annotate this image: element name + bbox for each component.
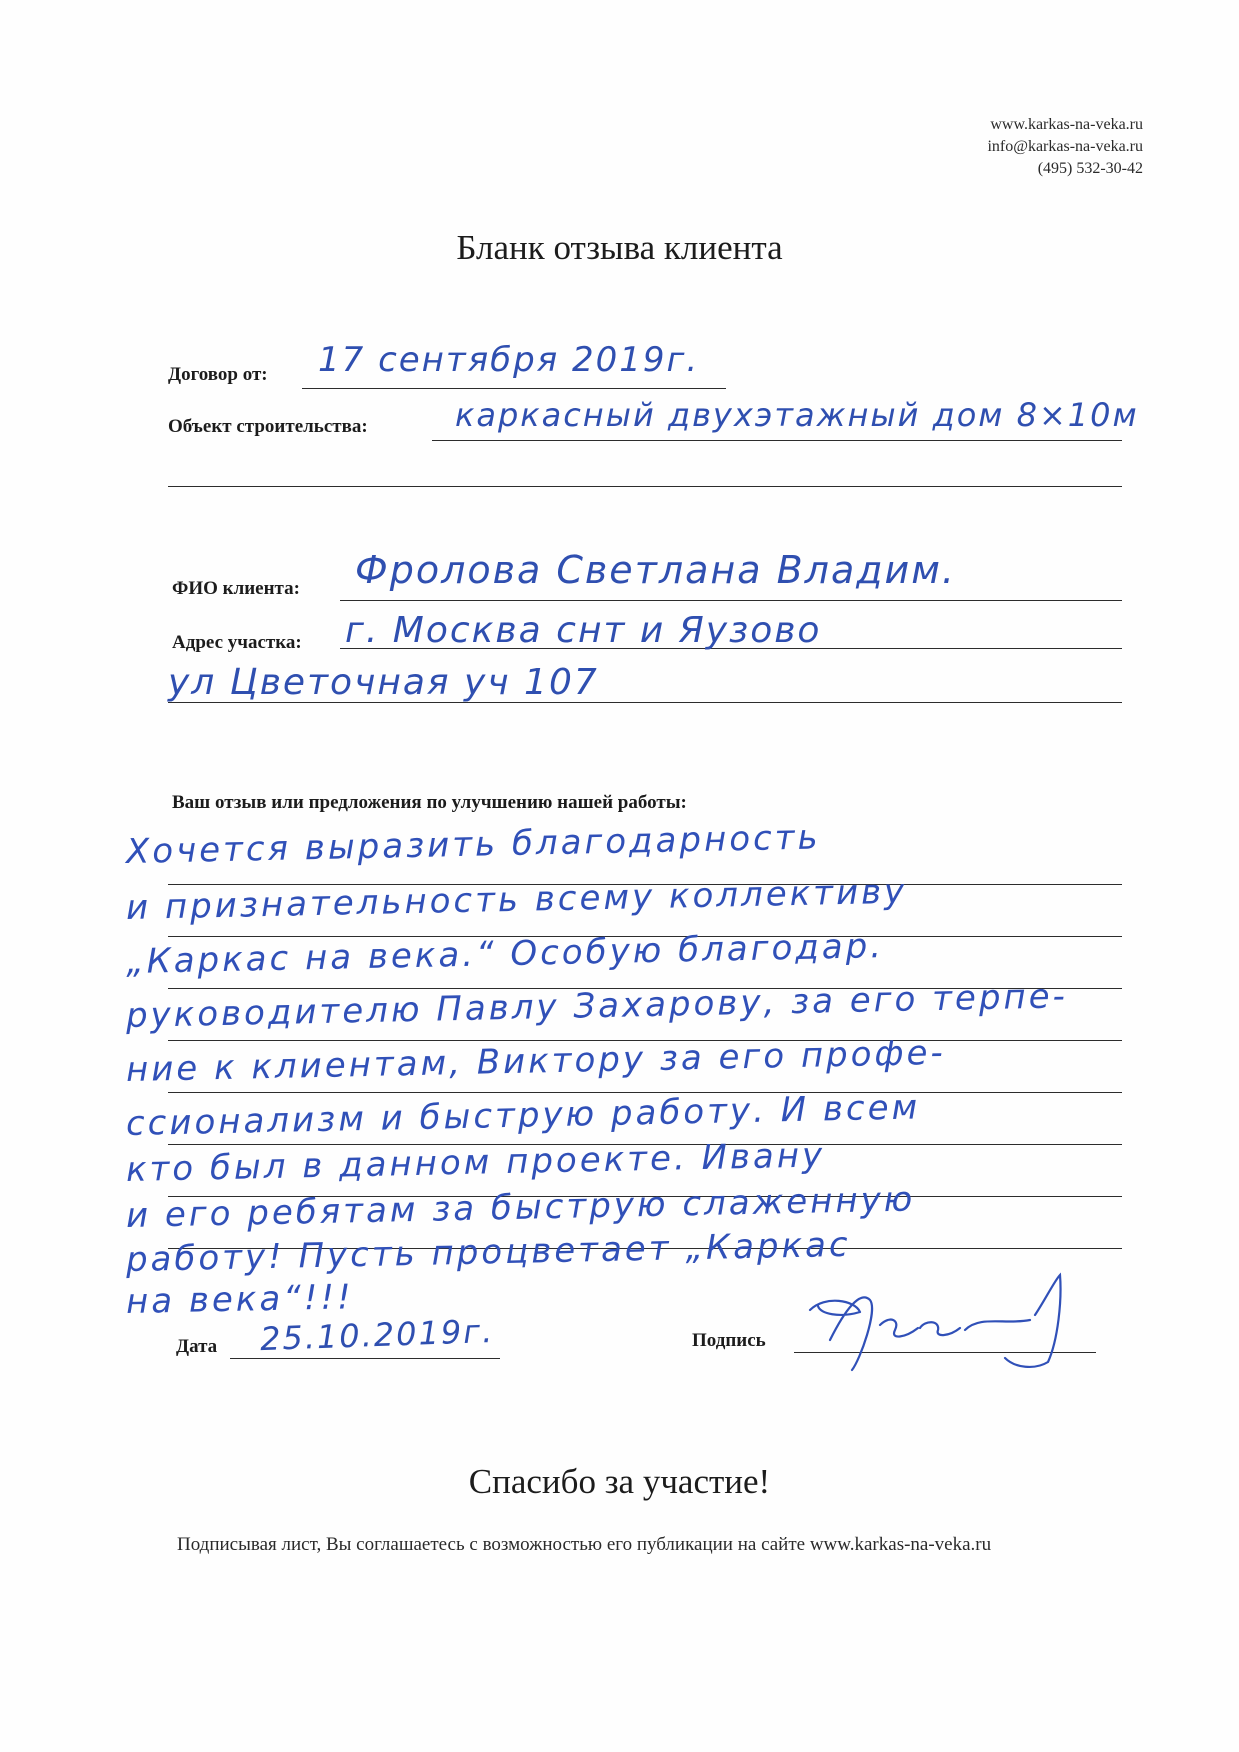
feedback-line: кто был в данном проекте. Ивану <box>125 1135 826 1190</box>
date-rule <box>230 1358 500 1359</box>
form-title: Бланк отзыва клиента <box>456 228 783 267</box>
object-value: каркасный двухэтажный дом 8×10м <box>455 396 1139 434</box>
feedback-line: на века“!!! <box>125 1277 355 1322</box>
signature-label: Подпись <box>692 1330 766 1351</box>
object-rule-2 <box>168 486 1122 487</box>
client-label: ФИО клиента: <box>172 578 300 599</box>
address-label: Адрес участка: <box>172 632 302 653</box>
feedback-line: руководителю Павлу Захарову, за его терпе- <box>125 976 1069 1036</box>
website-text: www.karkas-na-veka.ru <box>990 116 1143 133</box>
email-text: info@karkas-na-veka.ru <box>987 138 1143 155</box>
object-label: Объект строительства: <box>168 416 368 437</box>
phone-text: (495) 532-30-42 <box>1037 160 1143 177</box>
feedback-label: Ваш отзыв или предложения по улучшению нашей работы: <box>172 792 687 813</box>
contract-label: Договор от: <box>168 364 268 385</box>
feedback-line: и его ребятам за быструю слаженную <box>125 1179 916 1236</box>
feedback-line: ние к клиентам, Виктору за его профе- <box>125 1032 947 1090</box>
feedback-line: и признательность всему коллективу <box>125 871 908 928</box>
contract-value: 17 сентября 2019г. <box>318 340 700 380</box>
consent-text: Подписывая лист, Вы соглашаетесь с возможностью его публикации на сайте www.karkas-na-veka.ru <box>177 1534 992 1555</box>
contract-rule <box>302 388 726 389</box>
handwritten-signature <box>800 1270 1090 1380</box>
object-rule <box>432 440 1122 441</box>
feedback-line: работу! Пусть процветает „Каркас <box>125 1224 851 1280</box>
address-value-1: г. Москва снт и Яузово <box>345 610 822 651</box>
thanks-heading: Спасибо за участие! <box>468 1462 771 1501</box>
client-rule <box>340 600 1122 601</box>
client-value: Фроловa Светлана Владим. <box>355 548 956 592</box>
date-label: Дата <box>176 1336 218 1357</box>
feedback-line: ссионализм и быструю работу. И всем <box>125 1087 921 1144</box>
feedback-line: Хочется выразить благодарность <box>125 817 821 872</box>
contact-info <box>987 114 1143 180</box>
date-value: 25.10.2019г. <box>259 1311 495 1359</box>
feedback-line: „Каркас на века.“ Особую благодар. <box>125 926 885 982</box>
address-value-2: ул Цветочная уч 107 <box>168 662 599 703</box>
